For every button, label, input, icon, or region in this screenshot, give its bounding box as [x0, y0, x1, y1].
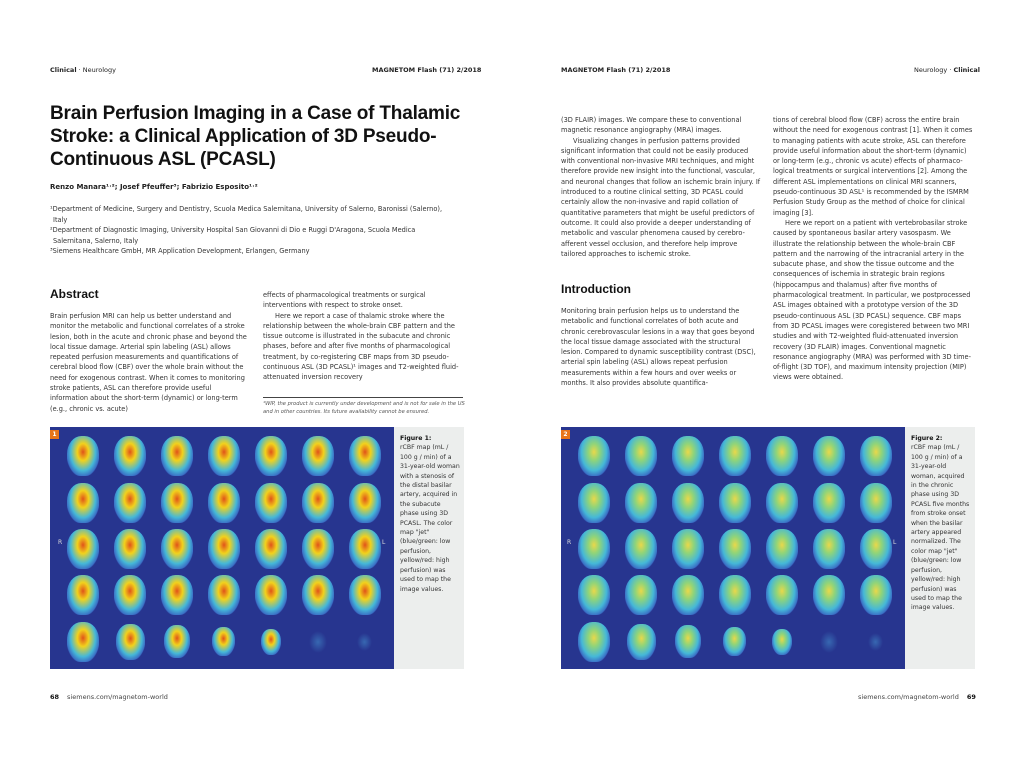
figure-number-badge: 2	[561, 430, 570, 439]
brain-slice	[302, 436, 334, 476]
brain-slice	[67, 622, 99, 662]
page-number: 68	[50, 693, 60, 701]
figure-2-image	[561, 427, 903, 669]
brain-slice	[578, 436, 610, 476]
body-paragraph: (3D FLAIR) images. We compare these to conventional magnetic resonance angiography (MRA) images.	[561, 116, 742, 135]
brain-slice	[625, 483, 657, 523]
brain-slice	[766, 575, 798, 615]
brain-slice-grid	[571, 433, 899, 665]
brain-slice	[208, 436, 240, 476]
brain-slice	[860, 575, 892, 615]
brain-slice-grid	[60, 433, 388, 665]
brain-slice	[813, 483, 845, 523]
brain-slice	[672, 575, 704, 615]
brain-slice	[349, 529, 381, 569]
brain-slice	[625, 575, 657, 615]
abstract-paragraph: Here we report a case of thalamic stroke where the relationship between the whole-brain CBF pattern and the tissue outcome is illustrated in the subacute and chronic phases, before and after five months of pharmacological treatment, by co-registering CBF maps from 3D pseudo-continuous ASL (3D PCASL)¹ images and T2-weighted fluid-attenuated inversion recovery	[263, 311, 459, 382]
article-title: Brain Perfusion Imaging in a Case of Thalamic Stroke: a Clinical Application of 3D Pseudo-Continuous ASL (PCASL)	[50, 103, 461, 170]
abstract-paragraph: effects of pharmacological treatments or surgical interventions with respect to stroke onset.	[263, 291, 426, 310]
brain-slice	[161, 436, 193, 476]
brain-slice	[255, 529, 287, 569]
brain-slice	[212, 627, 235, 656]
section-label: Clinical	[50, 66, 77, 74]
subsection-label: Neurology	[82, 66, 117, 74]
footer-right	[858, 693, 976, 701]
brain-slice	[357, 633, 372, 651]
brain-slice	[719, 575, 751, 615]
brain-slice	[627, 624, 656, 660]
affiliations	[50, 204, 450, 257]
body-paragraph: Visualizing changes in perfusion patterns provided significant information that could not be easily produced with conventional non-invasive MRI techniques, and might therefore provide new insight into the functional, vascular, and neuronal changes that follow an ischemic brain injury. If introduced to a routine clinical setting, 3D PCASL could certainly allow the non-invasive and rapid collation of quantitative parameters that might be useful predictors of outcome. It could also provide a deeper understanding of metabolic and vascular phenomena caused by cerebro-afferent vessel occlusion, and therefore help improve tailored approaches to ischemic stroke.	[561, 136, 761, 258]
body-paragraph: Here we report on a patient with vertebrobasilar stroke caused by spontaneous basilar artery vasospasm. We illustrate the relationship between the whole-brain CBF pattern and the narrowing of the intracranial artery in the subacute phase, and show the tissue outcome and the consequences of ischemia in strategic brain regions (hippocampus and thalamus) after five months of pharmacological treatment. In particular, we postprocessed ASL images obtained with a prototype version of the 3D pseudo-continuous ASL (3D PCASL) sequence. CBF maps from 3D PCASL images were coregistered between two MRI studies and with T2-weighted fluid-attenuated inversion recovery (3D FLAIR) images. Conventional magnetic resonance angiography (MRA) was performed with 3D time-of-flight (3D TOF), and maximum intensity projection (MIP) views were obtained.	[773, 218, 971, 382]
brain-slice	[578, 575, 610, 615]
abstract-paragraph: Brain perfusion MRI can help us better understand and monitor the metabolic and functional correlates of a stroke lesion, both in the acute and chronic phase and beyond the local tissue damage. Arterial spin labeling (ASL) allows repeated perfusion measurements and quantifications of cerebral blood flow (CBF) over the whole brain without the need for exogenous contrast. When it comes to monitoring stroke patients, ASL can therefore provide useful information about the short-term (dynamic) or long-term (e.g., chronic vs. acute)	[50, 312, 247, 413]
brain-slice	[255, 575, 287, 615]
brain-slice	[719, 483, 751, 523]
brain-slice	[813, 529, 845, 569]
section-label: Clinical	[953, 66, 981, 74]
footer-left	[50, 693, 168, 701]
footer-url[interactable]: siemens.com/magnetom-world	[858, 693, 959, 701]
caption-title: Figure 1:	[400, 435, 432, 442]
introduction-heading: Introduction	[561, 282, 631, 296]
figure-2-caption	[911, 434, 971, 613]
body-column-2	[773, 115, 973, 383]
brain-slice	[675, 625, 701, 658]
brain-slice	[164, 625, 190, 658]
figure-1-image	[50, 427, 392, 669]
brain-slice	[255, 483, 287, 523]
brain-slice	[766, 483, 798, 523]
brain-slice	[261, 629, 281, 655]
subsection-label: Neurology	[914, 66, 948, 74]
brain-slice	[302, 575, 334, 615]
brain-slice	[625, 529, 657, 569]
brain-slice	[578, 529, 610, 569]
brain-slice	[114, 483, 146, 523]
abstract-column-1	[50, 311, 250, 414]
brain-slice	[625, 436, 657, 476]
running-head-right	[914, 66, 980, 74]
brain-slice	[116, 624, 145, 660]
brain-slice	[719, 529, 751, 569]
brain-slice	[860, 436, 892, 476]
abstract-column-2	[263, 290, 468, 383]
brain-slice	[672, 436, 704, 476]
brain-slice	[349, 436, 381, 476]
brain-slice	[302, 483, 334, 523]
brain-slice	[208, 529, 240, 569]
orientation-left-label: L	[893, 539, 897, 546]
brain-slice	[772, 629, 792, 655]
brain-slice	[67, 575, 99, 615]
brain-slice	[868, 633, 883, 651]
caption-text: rCBF map (mL / 100 g / min) of a 31-year-old woman with a stenosis of the distal basilar artery, acquired in the subacute phase using 3D PCASL. The color map "jet" (blue/green: low perfusion, yellow/red: high perfusion) was used to map the image values.	[400, 444, 460, 593]
figure-2	[561, 427, 975, 669]
brain-slice	[114, 529, 146, 569]
affiliation-2: ²Department of Diagnostic Imaging, University Hospital San Giovanni di Dio e Ruggi D'Aragona, Scuola Medica Salernitana, Salerno, Italy	[50, 226, 416, 245]
separator: ·	[947, 66, 954, 74]
body-paragraph: tions of cerebral blood flow (CBF) across the entire brain without the need for exogenous contrast [1]. When it comes to managing patients with acute stroke, ASL can therefore provide useful information about the short-term (dynamic) or long-term (e.g., chronic vs acute) effects of pharmaco-logical treatments or surgical interventions [2]. Among the different ASL implementations on clinical MRI scanners, pseudo-continuous 3D ASL¹ is recommended by the ISMRM Perfusion Study Group as the method of choice for clinical imaging [3].	[773, 116, 973, 217]
body-column-1	[561, 115, 761, 259]
accent-bar	[392, 427, 394, 669]
affiliation-1: ¹Department of Medicine, Surgery and Dentistry, Scuola Medica Salernitana, University of Salerno, Baronissi (Salerno), Italy	[50, 205, 443, 224]
brain-slice	[161, 529, 193, 569]
orientation-right-label: R	[567, 539, 572, 546]
brain-slice	[67, 483, 99, 523]
brain-slice	[67, 529, 99, 569]
author-list: Renzo Manara¹˒²; Josef Pfeuffer³; Fabrizio Esposito¹˒²	[50, 183, 258, 191]
brain-slice	[255, 436, 287, 476]
separator: ·	[76, 66, 83, 74]
brain-slice	[302, 529, 334, 569]
brain-slice	[766, 529, 798, 569]
brain-slice	[208, 483, 240, 523]
brain-slice	[114, 436, 146, 476]
brain-slice	[719, 436, 751, 476]
brain-slice	[860, 529, 892, 569]
brain-slice	[67, 436, 99, 476]
brain-slice	[766, 436, 798, 476]
caption-text: rCBF map (mL / 100 g / min) of a 31-year-old woman, acquired in the chronic phase using 3D PCASL five months from stroke onset when the basilar artery appeared normalized. The color map "jet" (blue/green: low perfusion, yellow/red: high perfusion) was used to map the image values.	[911, 444, 970, 612]
brain-slice	[161, 575, 193, 615]
running-head-left	[50, 66, 116, 74]
brain-slice	[672, 529, 704, 569]
brain-slice	[820, 631, 838, 653]
footnote-divider	[263, 397, 463, 398]
caption-title: Figure 2:	[911, 435, 943, 442]
brain-slice	[349, 575, 381, 615]
brain-slice	[813, 575, 845, 615]
brain-slice	[349, 483, 381, 523]
orientation-left-label: L	[382, 539, 386, 546]
brain-slice	[309, 631, 327, 653]
brain-slice	[578, 622, 610, 662]
figure-number-badge: 1	[50, 430, 59, 439]
brain-slice	[578, 483, 610, 523]
brain-slice	[208, 575, 240, 615]
figure-1-caption	[400, 434, 460, 594]
abstract-heading: Abstract	[50, 287, 99, 301]
journal-issue-left: MAGNETOM Flash (71) 2/2018	[372, 66, 482, 74]
brain-slice	[114, 575, 146, 615]
brain-slice	[723, 627, 746, 656]
figure-1	[50, 427, 464, 669]
accent-bar	[903, 427, 905, 669]
brain-slice	[860, 483, 892, 523]
affiliation-3: ³Siemens Healthcare GmbH, MR Application Development, Erlangen, Germany	[50, 247, 310, 255]
orientation-right-label: R	[58, 539, 63, 546]
brain-slice	[813, 436, 845, 476]
introduction-text	[561, 306, 761, 388]
page-number: 69	[966, 693, 976, 701]
brain-slice	[161, 483, 193, 523]
footnote: ¹WIP, the product is currently under development and is not for sale in the US and in other countries. Its future availability cannot be ensured.	[263, 401, 465, 415]
footer-url[interactable]: siemens.com/magnetom-world	[67, 693, 168, 701]
journal-issue-right: MAGNETOM Flash (71) 2/2018	[561, 66, 671, 74]
body-paragraph: Monitoring brain perfusion helps us to understand the metabolic and functional correlates of both acute and chronic cerebrovascular lesions in a way that goes beyond the local tissue damage associated with the structural lesion. Compared to dynamic susceptibility contrast (DSC), arterial spin labeling (ASL) allows repeat perfusion measurements within a few hours and over weeks or months. It also provides absolute quantifica-	[561, 307, 756, 388]
brain-slice	[672, 483, 704, 523]
